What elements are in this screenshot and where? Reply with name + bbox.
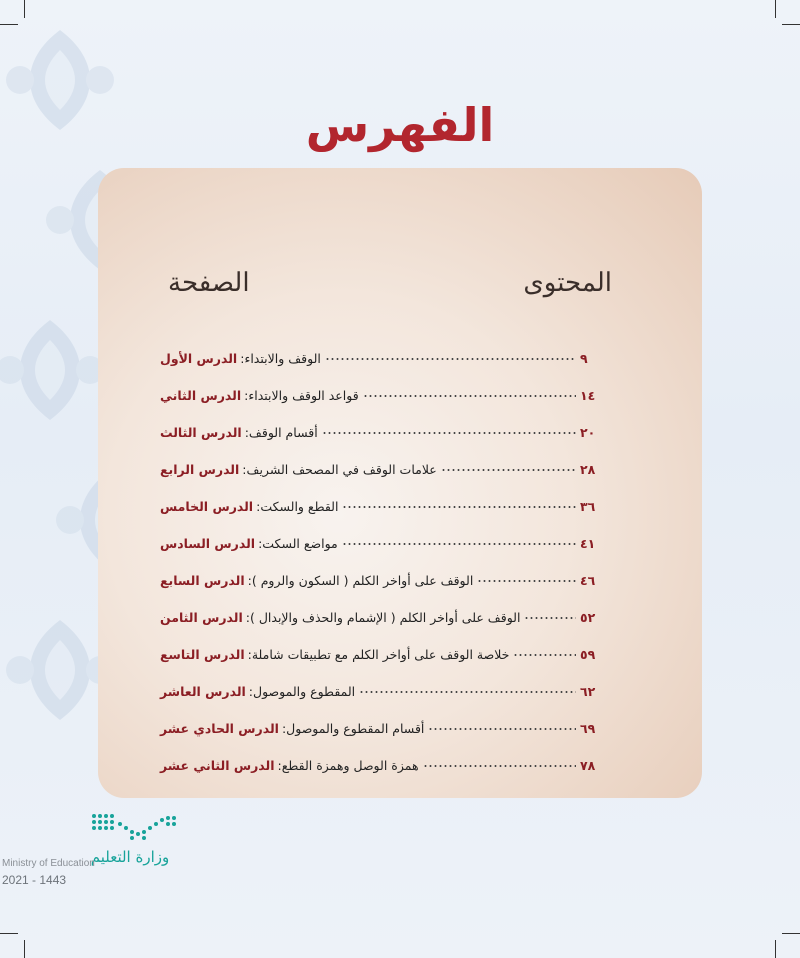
toc-leader-dots — [423, 765, 576, 767]
toc-entry — [160, 488, 612, 525]
toc-entry — [160, 599, 612, 636]
toc-entry — [160, 747, 612, 784]
toc-page-number: ٣٦ — [580, 499, 596, 514]
toc-lesson-label: الدرس الثامن — [160, 610, 243, 625]
crop-mark — [775, 940, 776, 958]
toc-entry — [160, 710, 612, 747]
toc-separator: : — [240, 351, 245, 366]
toc-separator: : — [256, 499, 261, 514]
toc-leader-dots — [322, 432, 576, 434]
crop-mark — [775, 0, 776, 18]
toc-topic: أقسام الوقف — [248, 425, 318, 440]
toc-page-number: ٢٠ — [580, 425, 596, 440]
toc-leader-dots — [524, 617, 576, 619]
toc-separator: : — [247, 573, 252, 588]
toc-lesson-label: الدرس السادس — [160, 536, 256, 551]
toc-topic: الوقف على أواخر الكلم ( السكون والروم ) — [251, 573, 474, 588]
toc-page-number: ٤١ — [580, 536, 596, 551]
toc-entry — [160, 636, 612, 673]
toc-entry — [160, 340, 612, 377]
toc-lesson-label: الدرس السابع — [160, 573, 245, 588]
toc-lesson-label: الدرس الخامس — [160, 499, 254, 514]
toc-page-number: ٧٨ — [580, 758, 596, 773]
ministry-logo-icon — [88, 810, 180, 844]
toc-topic: الوقف على أواخر الكلم ( الإشمام والحذف والإبدال ) — [249, 610, 521, 625]
toc-page-number: ٥٩ — [580, 647, 596, 662]
crop-mark — [0, 933, 18, 934]
toc-page-number: ٥٢ — [580, 610, 596, 625]
toc-page-number: ١٤ — [580, 388, 596, 403]
toc-lesson-label: الدرس الثاني — [160, 388, 242, 403]
ministry-name-arabic: وزارة التعليم — [90, 848, 170, 866]
crop-mark — [24, 940, 25, 958]
toc-leader-dots — [428, 728, 576, 730]
toc-lesson-label: الدرس التاسع — [160, 647, 245, 662]
toc-separator: : — [244, 388, 249, 403]
toc-topic: المقطوع والموصول — [253, 684, 356, 699]
toc-leader-dots — [363, 395, 576, 397]
toc-leader-dots — [342, 506, 576, 508]
toc-leader-dots — [513, 654, 576, 656]
edition-year: 2021 - 1443 — [2, 873, 67, 887]
toc-page-number: ٤٦ — [580, 573, 596, 588]
toc-lesson-label: الدرس الأول — [160, 351, 238, 366]
toc-separator: : — [258, 536, 263, 551]
toc-leader-dots — [342, 543, 576, 545]
toc-entry — [160, 673, 612, 710]
crop-mark — [782, 933, 800, 934]
toc-separator: : — [245, 610, 250, 625]
toc-lesson-label: الدرس الحادي عشر — [160, 721, 279, 736]
crop-mark — [0, 24, 18, 25]
content-header: المحتوى — [523, 268, 612, 298]
crop-mark — [782, 24, 800, 25]
toc-leader-dots — [359, 691, 576, 693]
toc-lesson-label: الدرس الثاني عشر — [160, 758, 275, 773]
toc-separator: : — [244, 425, 249, 440]
toc-separator: : — [248, 684, 254, 699]
toc-entry — [160, 377, 612, 414]
toc-separator: : — [247, 647, 252, 662]
toc-page-number: ٦٢ — [580, 684, 596, 699]
toc-page-number: ٩ — [580, 351, 588, 366]
page-title: الفهرس — [305, 98, 495, 152]
toc-topic: خلاصة الوقف على أواخر الكلم مع تطبيقات شاملة — [251, 647, 510, 662]
ministry-name-english: Ministry of Education — [2, 858, 95, 869]
toc-topic: همزة الوصل وهمزة القطع — [281, 758, 419, 773]
toc-topic: أقسام المقطوع والموصول — [286, 721, 425, 736]
toc-topic: قواعد الوقف والابتداء — [248, 388, 359, 403]
page-header: الصفحة — [168, 268, 250, 298]
toc-lesson-label: الدرس الثالث — [160, 425, 242, 440]
toc-leader-dots — [477, 580, 576, 582]
toc-leader-dots — [441, 469, 576, 471]
toc-separator: : — [277, 758, 282, 773]
toc-entry — [160, 525, 612, 562]
toc-entry — [160, 562, 612, 599]
toc-page-number: ٦٩ — [580, 721, 596, 736]
toc-leader-dots — [325, 358, 576, 360]
toc-separator: : — [242, 462, 247, 477]
toc-lesson-label: الدرس العاشر — [160, 684, 246, 699]
crop-mark — [24, 0, 25, 18]
toc-entry — [160, 414, 612, 451]
toc-separator: : — [281, 721, 287, 736]
toc-topic: القطع والسكت — [260, 499, 339, 514]
toc-page-number: ٢٨ — [580, 462, 596, 477]
table-of-contents — [160, 340, 612, 784]
toc-topic: علامات الوقف في المصحف الشريف — [246, 462, 437, 477]
toc-topic: مواضع السكت — [262, 536, 338, 551]
toc-lesson-label: الدرس الرابع — [160, 462, 240, 477]
toc-topic: الوقف والابتداء — [244, 351, 321, 366]
toc-entry — [160, 451, 612, 488]
